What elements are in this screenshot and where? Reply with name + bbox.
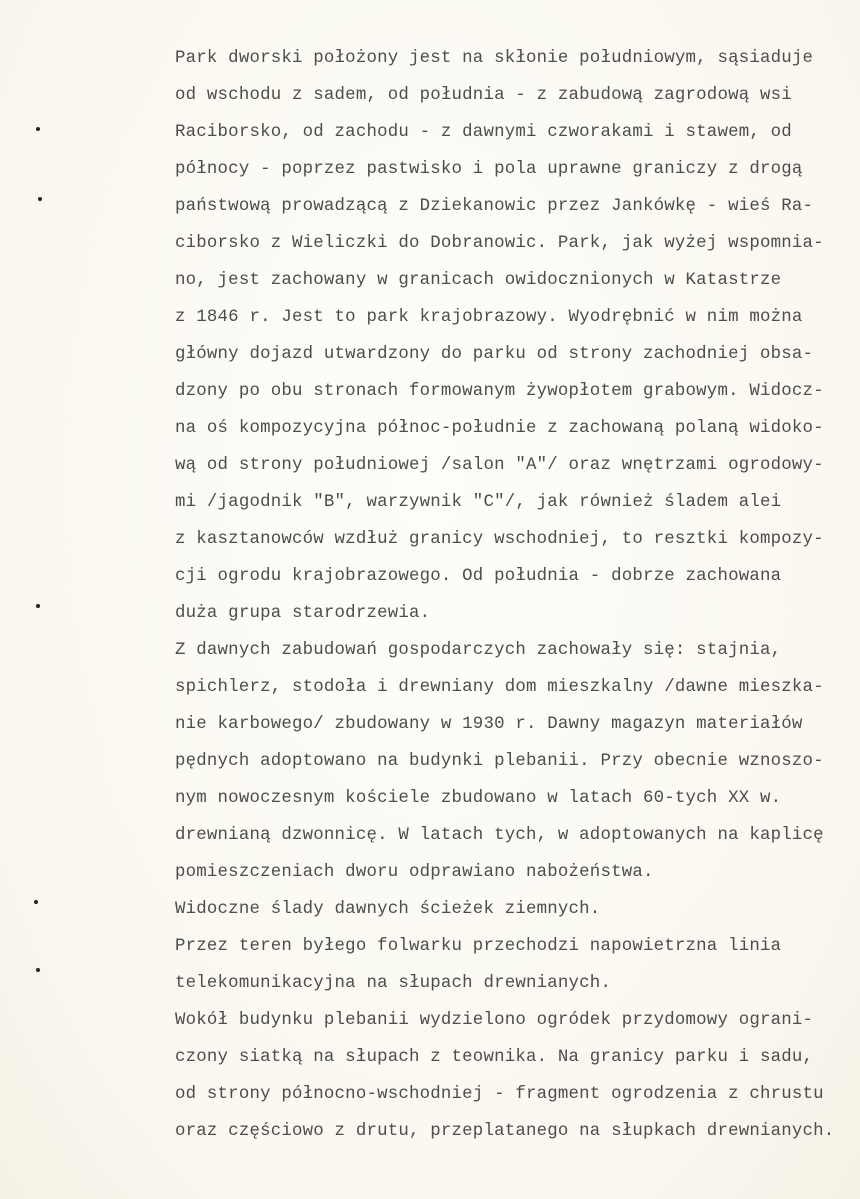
text-line: północy - poprzez pastwisko i pola uprawne graniczy z drogą bbox=[175, 160, 803, 179]
text-line: nie karbowego/ zbudowany w 1930 r. Dawny magazyn materiałów bbox=[175, 715, 803, 734]
punch-hole-mark bbox=[36, 604, 40, 608]
punch-hole-mark bbox=[36, 127, 40, 131]
text-line: od strony północno-wschodniej - fragment ogrodzenia z chrustu bbox=[175, 1085, 824, 1104]
text-line: z kasztanowców wzdłuż granicy wschodniej, to resztki kompozy- bbox=[175, 530, 824, 549]
text-line: z 1846 r. Jest to park krajobrazowy. Wyodrębnić w nim można bbox=[175, 308, 803, 327]
punch-hole-mark bbox=[38, 197, 42, 201]
text-line: Przez teren byłego folwarku przechodzi napowietrzna linia bbox=[175, 937, 782, 956]
text-line: Widoczne ślady dawnych ścieżek ziemnych. bbox=[175, 900, 601, 919]
text-line: na oś kompozycyjna północ-południe z zachowaną polaną widoko- bbox=[175, 419, 824, 438]
text-line: ciborsko z Wieliczki do Dobranowic. Park, jak wyżej wspomnia- bbox=[175, 234, 824, 253]
text-line: Wokół budynku plebanii wydzielono ogródek przydomowy ograni- bbox=[175, 1011, 814, 1030]
text-line: cji ogrodu krajobrazowego. Od południa - dobrze zachowana bbox=[175, 567, 782, 586]
text-line: od wschodu z sadem, od południa - z zabudową zagrodową wsi bbox=[175, 86, 792, 105]
text-line: no, jest zachowany w granicach owidocznionych w Katastrze bbox=[175, 271, 782, 290]
text-line: spichlerz, stodoła i drewniany dom mieszkalny /dawne mieszka- bbox=[175, 678, 824, 697]
text-line: duża grupa starodrzewia. bbox=[175, 604, 431, 623]
text-line: główny dojazd utwardzony do parku od strony zachodniej obsa- bbox=[175, 345, 814, 364]
punch-hole-mark bbox=[34, 900, 38, 904]
text-line: Park dworski położony jest na skłonie południowym, sąsiaduje bbox=[175, 49, 814, 68]
text-line: wą od strony południowej /salon "A"/ oraz wnętrzami ogrodowy- bbox=[175, 456, 824, 475]
text-line: czony siatką na słupach z teownika. Na granicy parku i sadu, bbox=[175, 1048, 814, 1067]
text-line: drewnianą dzwonnicę. W latach tych, w adoptowanych na kaplicę bbox=[175, 826, 824, 845]
text-line: pomieszczeniach dworu odprawiano nabożeństwa. bbox=[175, 863, 654, 882]
text-line: państwową prowadzącą z Dziekanowic przez Jankówkę - wieś Ra- bbox=[175, 197, 814, 216]
text-line: Z dawnych zabudowań gospodarczych zachowały się: stajnia, bbox=[175, 641, 782, 660]
punch-hole-mark bbox=[36, 968, 40, 972]
text-line: telekomunikacyjna na słupach drewnianych. bbox=[175, 974, 612, 993]
text-line: oraz częściowo z drutu, przeplatanego na słupkach drewnianych. bbox=[175, 1122, 835, 1141]
text-line: Raciborsko, od zachodu - z dawnymi czworakami i stawem, od bbox=[175, 123, 792, 142]
text-line: dzony po obu stronach formowanym żywopłotem grabowym. Widocz- bbox=[175, 382, 824, 401]
text-line: pędnych adoptowano na budynki plebanii. Przy obecnie wznoszo- bbox=[175, 752, 824, 771]
text-line: mi /jagodnik "B", warzywnik "C"/, jak również śladem alei bbox=[175, 493, 782, 512]
text-line: nym nowoczesnym kościele zbudowano w latach 60-tych XX w. bbox=[175, 789, 782, 808]
